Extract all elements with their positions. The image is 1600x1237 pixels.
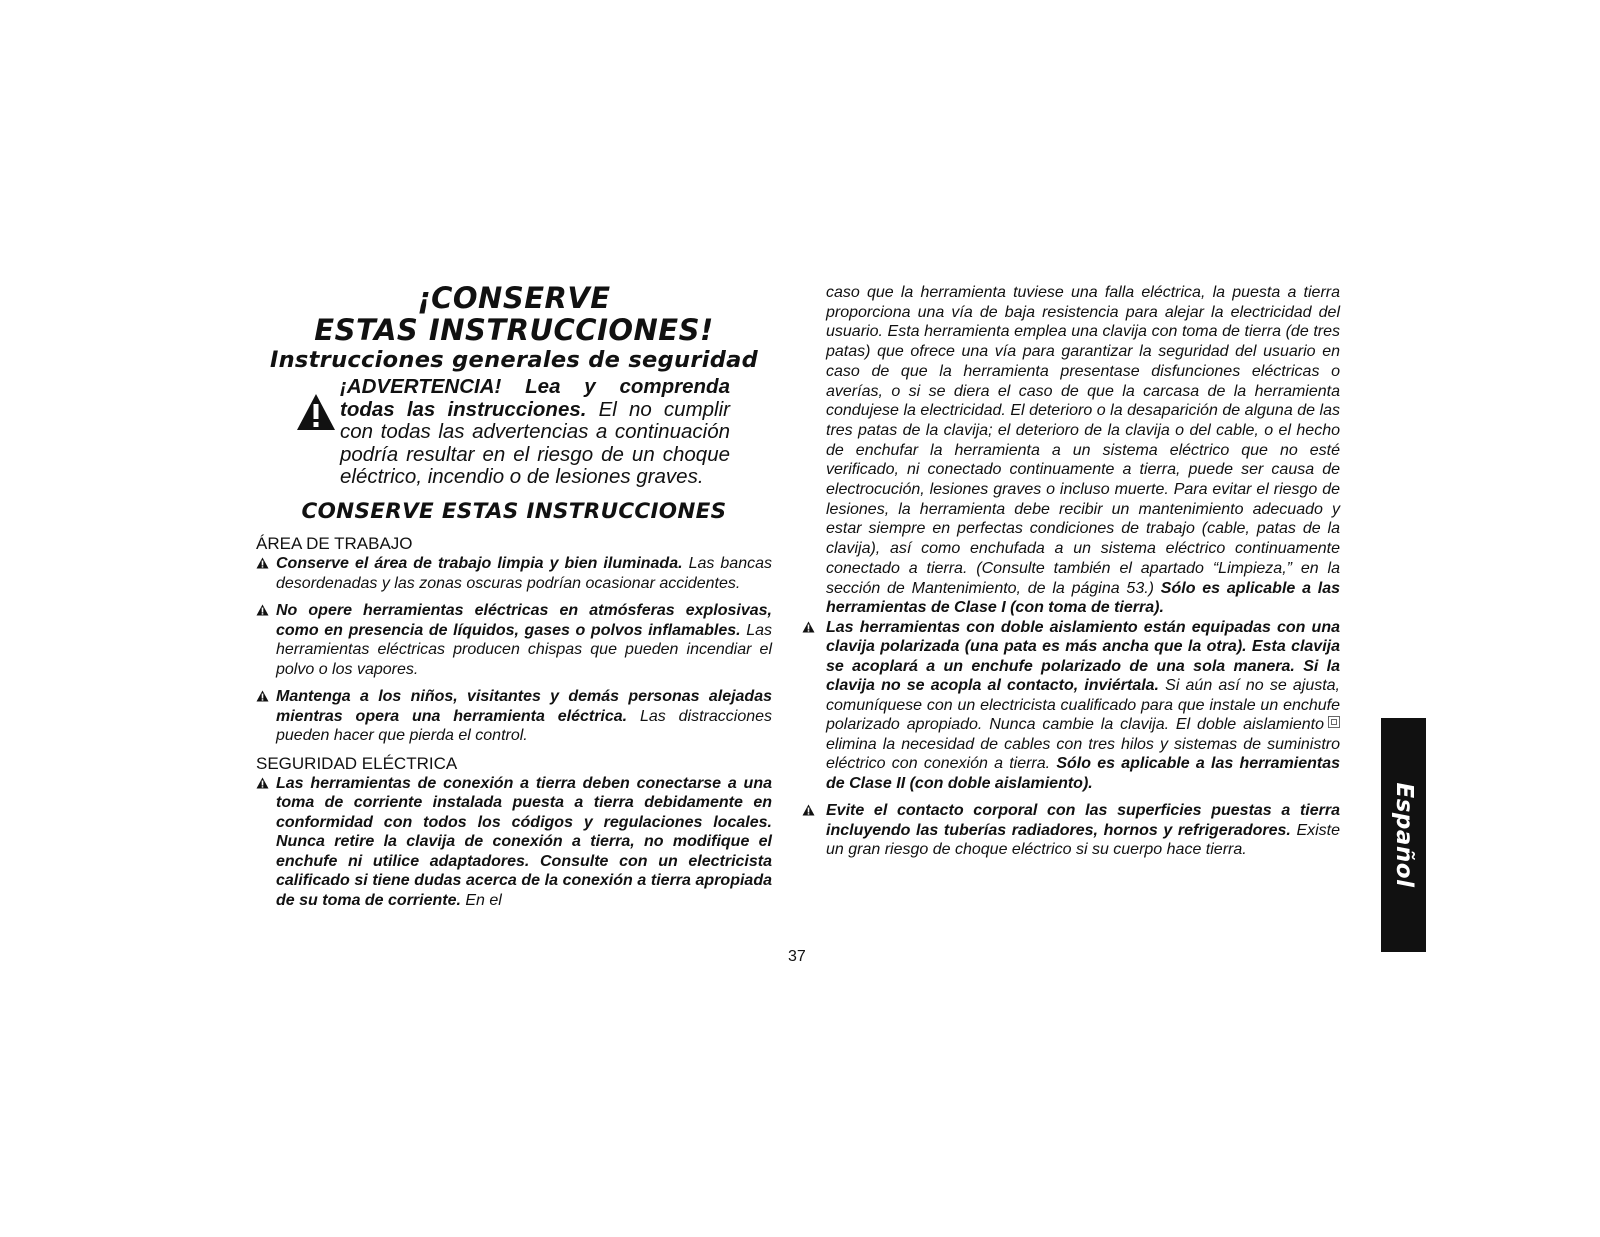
warning-bullet-icon [256,604,269,616]
item-text: Las bancas desordenadas y las zonas oscuras podrían ocasionar accidentes. [276,555,773,592]
conserve-heading: CONSERVE ESTAS INSTRUCCIONES [301,499,727,524]
warning-bold-text: ¡ADVERTENCIA! Lea y comprenda todas las instrucciones. [340,375,730,421]
item-bold-text: Mantenga a los niños, visitantes y demás personas alejadas mientras opera una herramienta eléctrica. [276,688,772,725]
list-item [256,554,772,593]
warning-bullet-icon [256,777,269,789]
right-column [826,283,1340,860]
item-text: Existe un gran riesgo de choque eléctrico si su cuerpo hace tierra. [826,821,1341,859]
item-bold-text: Conserve el área de trabajo limpia y bien iluminada. [276,555,683,572]
item-bold-text: No opere herramientas eléctricas en atmósferas explosivas, como en presencia de líquidos, gases o polvos inflamables. [276,602,772,639]
item-bold-text: Evite el contacto corporal con las superficies puestas a tierra incluyendo las tuberías radiadores, hornos y refrigeradores. [826,802,1340,839]
list-item [802,801,1340,860]
list-item [802,618,1340,794]
title-line-1: ¡CONSERVE [417,281,611,315]
continuation-text: caso que la herramienta tuviese una falla eléctrica, la puesta a tierra proporciona una vía de baja resistencia para alejar la electricidad del usuario. Esta herramienta emplea una clavija con toma de tierra (de tres patas) que ofrece una vía para garantizar la seguridad del usuario en caso de que la herramienta presentase disfunciones eléctricas o averías, o si se diera el caso de que la carcasa de la herramienta condujese la electricidad. El deterioro o la desaparición de alguna de las tres patas de la clavija; el deterioro de la clavija o del cable, o el hecho de enchufar la herramienta a un sistema eléctrico que no esté verificado, ni conectado continuamente a tierra, puede ser causa de electrocución, lesiones graves o incluso muerte. Para evitar el riesgo de lesiones, la herramienta debe recibir un mantenimiento adecuado y estar siempre en perfectas condiciones de trabajo (cable, patas de la clavija), así como enchufada a un sistema eléctrico continuamente conectado a tierra. (Consulte también el apartado “Limpieza,” en la sección de Mantenimiento, de la página 53.) [826,284,1340,597]
continuation-paragraph [826,283,1340,618]
continuation-bold-text: Sólo es aplicable a las herramientas de Clase I (con toma de tierra). [826,579,1341,617]
item-text: Si aún así no se ajusta, comuníquese con un electricista cualificado para que instale un enchufe polarizado apropiado. Nunca cambie la clavija. El doble aislamiento [826,677,1341,734]
warning-triangle-icon [296,393,336,431]
warning-bullet-icon [256,557,269,569]
list-item [256,601,772,679]
item-bold-end-text: Sólo es aplicable a las herramientas de Clase II (con doble aislamiento). [826,755,1341,792]
list-item [256,774,772,911]
section-heading-work-area: ÁREA DE TRABAJO [256,534,413,553]
list-item [256,687,772,746]
section-heading-electrical-safety: SEGURIDAD ELÉCTRICA [256,753,458,773]
subtitle: Instrucciones generales de seguridad [269,347,759,373]
item-bold-text: Las herramientas con doble aislamiento están equipadas con una clavija polarizada (una pata es más ancha que la otra). Esta clavija se acoplará a un enchufe polarizado de una sola manera. Si la clavija no se acopla al contacto, inviértala. [826,618,1340,695]
warning-body-text: El no cumplir con todas las advertencias a continuación podría resultar en el riesgo de un choque eléctrico, incendio o de lesiones graves. [340,397,730,488]
warning-bullet-icon [802,621,815,633]
double-insulation-icon [1328,716,1340,728]
item-text: En el [460,891,502,909]
item-text: Las distracciones pueden hacer que pierda el control. [276,707,773,744]
warning-text [340,376,730,489]
title-line-2: ESTAS INSTRUCCIONES! [314,313,714,347]
warning-block [296,376,736,494]
item-text-after-symbol: elimina la necesidad de cables con tres hilos y sistemas de suministro eléctrico con conexión a tierra. [826,735,1340,773]
item-text: Las herramientas eléctricas producen chispas que pueden incendiar el polvo o los vapores. [276,621,772,678]
side-tab-label: Español [1390,782,1417,888]
item-bold-text: Las herramientas de conexión a tierra deben conectarse a una toma de corriente instalada puesta a tierra debidamente en conformidad con todos los códigos y regulaciones locales. Nunca retire la clavija de conexión a tierra, no modifique el enchufe ni utilice adaptadores. Consulte con un electricista calificado si tiene dudas acerca de la conexión a tierra apropiada de su toma de corriente. [276,774,772,909]
left-column [256,283,772,910]
warning-bullet-icon [802,804,815,816]
language-side-tab [1381,718,1426,952]
page-number: 37 [788,948,806,965]
warning-bullet-icon [256,690,269,702]
